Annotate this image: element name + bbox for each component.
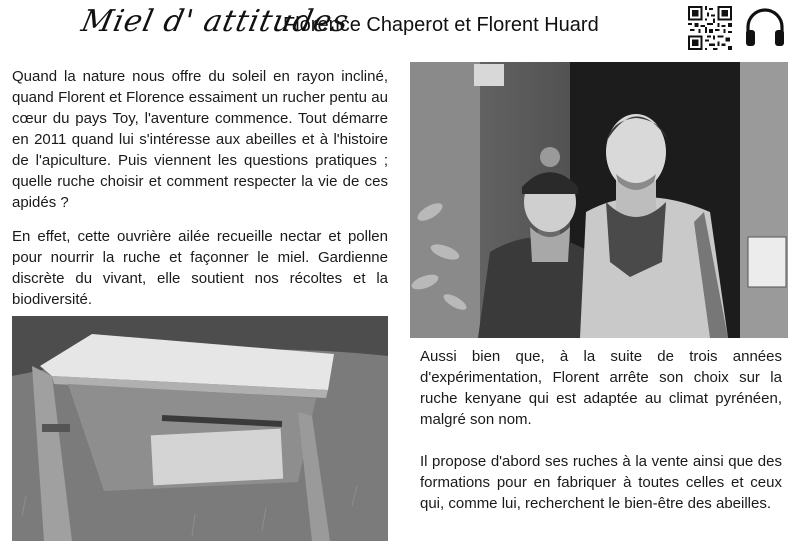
beehive-photo — [12, 316, 388, 541]
offer-text: Il propose d'abord ses ruches à la vente ainsi que des formations pour en fabriquer à toutes celles et ceux qui, comme lui, recherchent le bien-être des abeilles. — [420, 453, 782, 512]
intro-paragraph: Quand la nature nous offre du soleil en rayon incliné, quand Florent et Florence essaiment un rucher pentu au cœur du pays Toy, l'aventure commence. Tout démarre en 2011 quand lui s'intéresse aux abeilles et à l'histoire de l'apiculture. Puis viennent les questions pratiques ; quelle ruche choisir et comment respecter la vie de ces apidés ? — [12, 68, 388, 211]
script-title: Miel d' attitudes — [78, 4, 353, 39]
bees-paragraph: En effet, cette ouvrière ailée recueille nectar et pollen pour nourrir la ruche et façonner le miel. Gardienne discrète du vivant, elle soutient nos récoltes et la biodiversité. — [12, 228, 388, 308]
headphones-icon[interactable] — [742, 5, 788, 51]
header — [0, 0, 800, 58]
choice-paragraph — [420, 346, 782, 514]
qr-code-icon[interactable] — [688, 6, 732, 50]
choice-text: Aussi bien que, à la suite de trois années d'expérimentation, Florent arrête son choix sur la ruche kenyane qui est adaptée au climat pyrénéen, malgré son nom. — [420, 348, 782, 428]
couple-photo — [410, 62, 788, 338]
names-title: Florence Chaperot et Florent Huard — [283, 14, 599, 36]
